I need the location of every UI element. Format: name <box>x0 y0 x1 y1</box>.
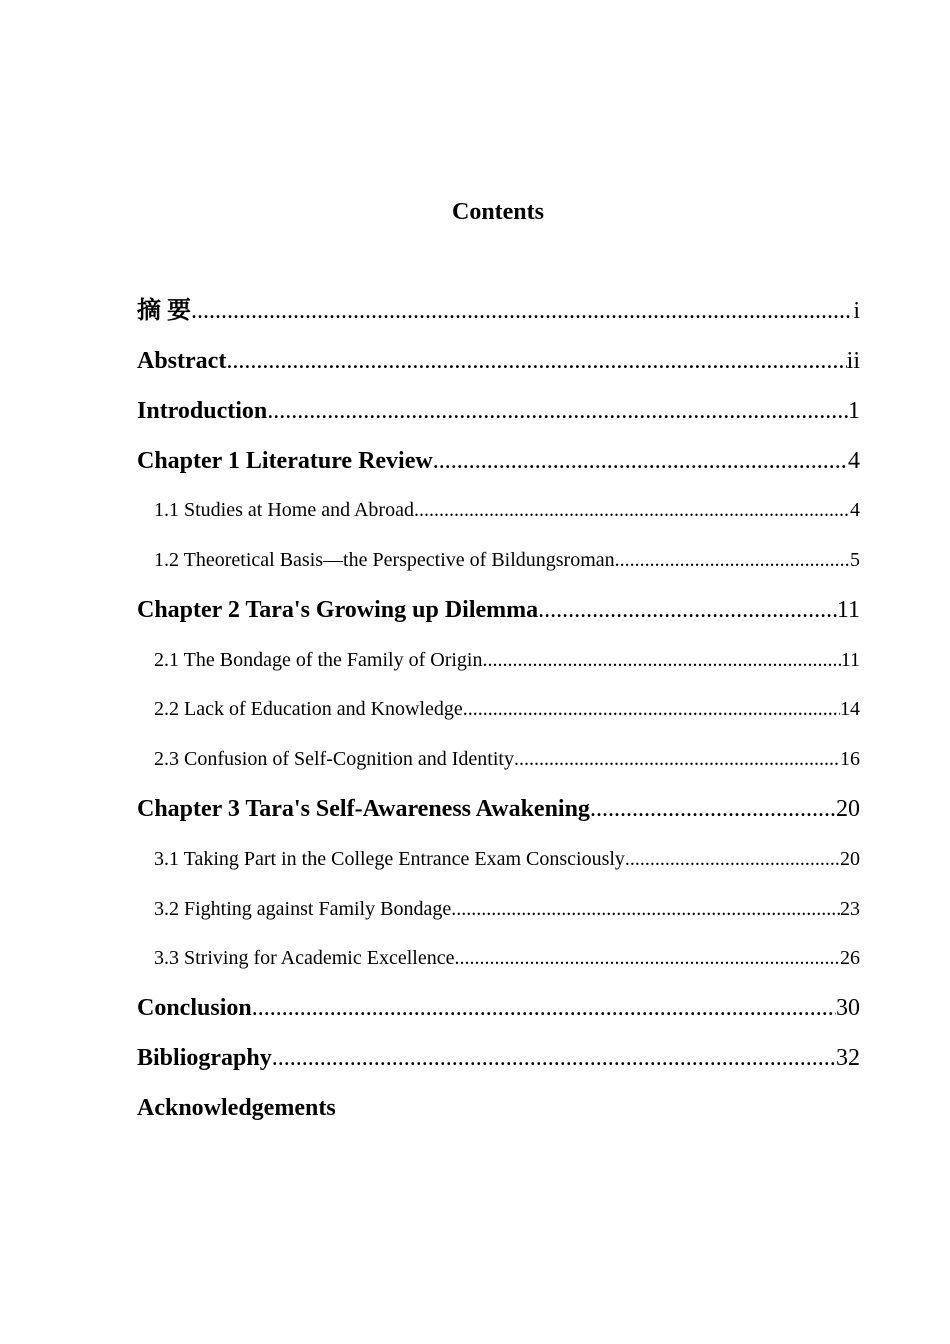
toc-entry-title: Acknowledgements <box>137 1095 336 1121</box>
toc-entry-title: 2.1 The Bondage of the Family of Origin <box>154 649 483 671</box>
toc-entry-title: Chapter 2 Tara's Growing up Dilemma <box>137 597 539 623</box>
toc-entry-title: Conclusion <box>137 995 252 1021</box>
toc-page-number: 23 <box>840 898 860 920</box>
dot-leader <box>267 396 848 426</box>
toc-entry-title: 1.2 Theoretical Basis—the Perspective of Bildungsroman <box>154 549 615 571</box>
toc-entry-section-1-2[interactable] <box>137 547 860 573</box>
toc-page-number: i <box>853 298 860 324</box>
toc-entry-title: 1.1 Studies at Home and Abroad <box>154 499 414 521</box>
dot-leader <box>590 794 836 824</box>
toc-page-number: 32 <box>836 1045 860 1071</box>
dot-leader <box>191 296 853 326</box>
toc-page-number: 4 <box>850 499 860 521</box>
dot-leader <box>482 647 840 673</box>
toc-page-number: 4 <box>848 448 860 474</box>
toc-entry-abstract-chinese[interactable] <box>137 296 860 326</box>
dot-leader <box>226 346 846 376</box>
toc-entry-section-2-2[interactable] <box>137 696 860 722</box>
page-title: Contents <box>451 199 544 225</box>
toc-page-number: 20 <box>840 848 860 870</box>
toc-page-number: 26 <box>840 947 860 969</box>
dot-leader <box>615 547 850 573</box>
toc-page-number: 5 <box>850 549 860 571</box>
toc-entry-chapter-2[interactable] <box>137 595 860 625</box>
toc-entry-section-1-1[interactable] <box>137 497 860 523</box>
toc-entry-chapter-1[interactable] <box>137 446 860 476</box>
toc-entry-title: 3.1 Taking Part in the College Entrance Exam Consciously <box>154 848 625 870</box>
toc-entry-section-2-1[interactable] <box>137 647 860 673</box>
dot-leader <box>625 846 840 872</box>
dot-leader <box>538 595 837 625</box>
dot-leader <box>252 993 836 1023</box>
dot-leader <box>451 896 840 922</box>
toc-page-number: 14 <box>840 698 860 720</box>
toc-page-number: 11 <box>836 597 860 623</box>
toc-entry-chapter-3[interactable] <box>137 794 860 824</box>
dot-leader <box>414 497 850 523</box>
toc-entry-title: Abstract <box>137 348 227 374</box>
toc-page-number: 30 <box>836 995 860 1021</box>
toc-entry-title: Chapter 1 Literature Review <box>137 448 433 474</box>
toc-entry-title: Chapter 3 Tara's Self-Awareness Awakening <box>137 796 590 822</box>
dot-leader <box>433 446 848 476</box>
dot-leader <box>463 696 840 722</box>
toc-entry-section-2-3[interactable] <box>137 746 860 772</box>
toc-entry-title: 摘 要 <box>137 298 191 324</box>
toc-entry-acknowledgements[interactable] <box>137 1093 860 1123</box>
toc-entry-bibliography[interactable] <box>137 1043 860 1073</box>
toc-entry-introduction[interactable] <box>137 396 860 426</box>
dot-leader <box>454 945 840 971</box>
toc-page-number: 20 <box>836 796 860 822</box>
toc-entry-section-3-2[interactable] <box>137 896 860 922</box>
toc-entry-title: Bibliography <box>137 1045 272 1071</box>
toc-entry-conclusion[interactable] <box>137 993 860 1023</box>
toc-entry-section-3-1[interactable] <box>137 846 860 872</box>
toc-entry-title: 2.3 Confusion of Self-Cognition and Identity <box>154 748 514 770</box>
toc-page-number: 1 <box>848 398 860 424</box>
toc-entry-title: 2.2 Lack of Education and Knowledge <box>154 698 463 720</box>
toc-page-number: 11 <box>840 649 860 671</box>
toc-entry-abstract[interactable] <box>137 346 860 376</box>
toc-entry-section-3-3[interactable] <box>137 945 860 971</box>
dot-leader <box>272 1043 836 1073</box>
toc-entry-title: 3.2 Fighting against Family Bondage <box>154 898 452 920</box>
toc-entry-title: 3.3 Striving for Academic Excellence <box>154 947 455 969</box>
toc-page-number: 16 <box>840 748 860 770</box>
toc-entry-title: Introduction <box>137 398 268 424</box>
toc-page-number: ii <box>846 348 860 374</box>
dot-leader <box>514 746 840 772</box>
